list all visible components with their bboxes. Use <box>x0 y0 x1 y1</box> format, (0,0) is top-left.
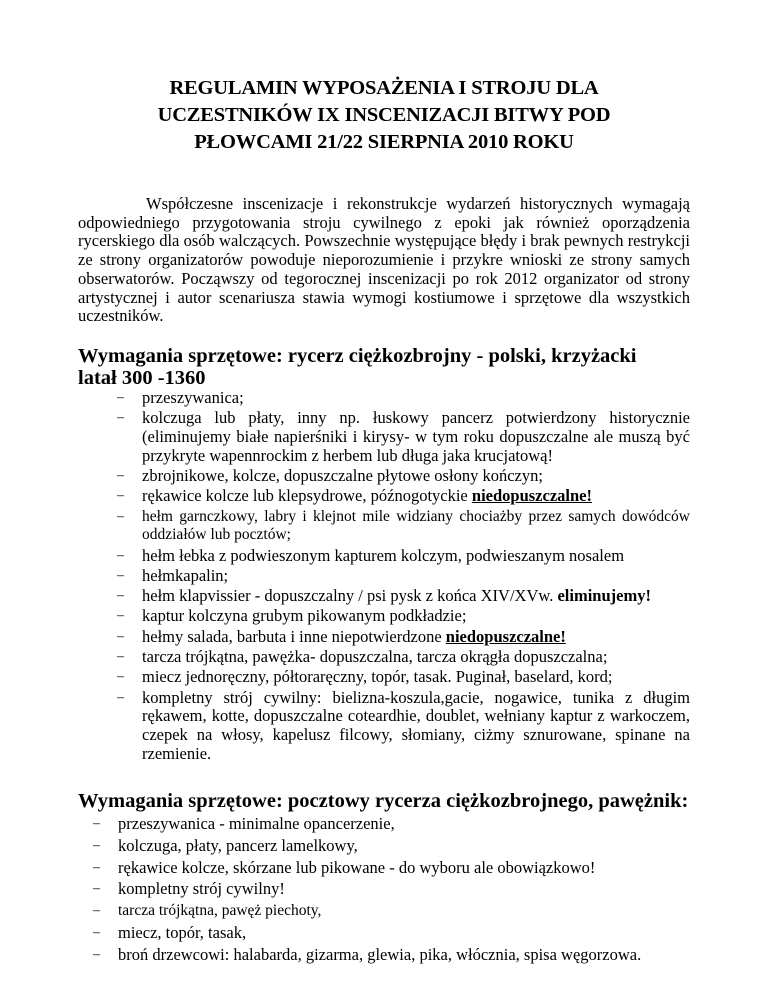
item-text: miecz jednoręczny, półtoraręczny, topór, tasak. Puginał, baselard, kord; <box>142 667 613 687</box>
dash-bullet: – <box>117 689 124 705</box>
list-item <box>117 606 690 626</box>
dash-bullet: – <box>93 924 100 940</box>
list-item <box>117 667 690 687</box>
item-text: hełmkapalin; <box>142 565 229 585</box>
dash-bullet: – <box>117 608 124 624</box>
list-item <box>117 647 690 667</box>
dash-bullet: – <box>117 488 124 504</box>
list-item <box>117 408 690 465</box>
list-item <box>117 486 690 506</box>
dash-bullet: – <box>117 649 124 665</box>
title-line: REGULAMIN WYPOSAŻENIA I STROJU DLA <box>169 77 599 99</box>
list-item <box>93 835 718 857</box>
dash-bullet: – <box>93 816 100 831</box>
list-item <box>117 545 690 566</box>
section2-heading: Wymagania sprzętowe: pocztowy rycerza ciężkozbrojnego, pawężnik: <box>78 790 689 812</box>
item-text: kaptur kolczyna grubym pikowanym podkładzie; <box>142 606 467 626</box>
item-text: kolczuga, płaty, pancerz lamelkowy, <box>118 835 358 855</box>
dash-bullet: – <box>117 468 124 483</box>
item-text: hełmy salada, barbuta i inne niepotwierdzone <box>142 626 446 646</box>
heading-line: latał 300 -1360 <box>78 366 206 389</box>
dash-bullet: – <box>117 390 124 405</box>
item-text: tarcza trójkątna, pawęż piechoty, <box>118 902 322 920</box>
item-text: zbrojnikowe, kolcze, dopuszczalne płytowe osłony kończyn; <box>142 466 543 485</box>
dash-bullet: – <box>117 547 124 563</box>
list-item <box>117 626 690 647</box>
item-text: kompletny strój cywilny! <box>118 879 285 899</box>
dash-bullet: – <box>117 628 124 644</box>
item-text: przeszywanica - minimalne opancerzenie, <box>118 814 395 833</box>
emphasis-text: eliminujemy! <box>557 586 651 606</box>
list-item <box>117 687 690 764</box>
item-text: przeszywanica; <box>142 388 244 407</box>
item-text: rękawice kolcze lub klepsydrowe, późnogotyckie <box>142 486 472 506</box>
list-item <box>93 857 718 879</box>
item-text: kolczuga lub płaty, inny np. łuskowy pancerz potwierdzony historycznie (eliminujemy białe napierśniki i kirysy- w tym roku dopuszczalne ale muszą być przykryte wapennrockim z herbem lub długa jaka krucjatową! <box>142 408 690 465</box>
list-item <box>117 466 690 486</box>
dash-bullet: – <box>93 903 100 919</box>
list-item <box>93 922 718 944</box>
emphasis-text: niedopuszczalne! <box>445 626 566 646</box>
document-title <box>90 75 678 156</box>
emphasis-text: niedopuszczalne! <box>471 486 592 506</box>
item-text: kompletny strój cywilny: bielizna-koszula,gacie, nogawice, tunika z długim rękawem, kotte, dopuszczalne coteardhie, doublet, wełniany kaptur z warkoczem, czepek na włosy, kapelusz filcowy, słomiany, ciżmy sznurowane, spinane na rzemienie. <box>142 687 690 763</box>
item-text: hełm garnczkowy, labry i klejnot mile widziany chociażby przez samych dowódców oddziałów lub pocztów; <box>142 507 690 544</box>
intro-paragraph <box>78 195 690 326</box>
heading-line: Wymagania sprzętowe: rycerz ciężkozbrojny - polski, krzyżacki <box>78 345 637 367</box>
dash-bullet: – <box>93 881 100 897</box>
dash-bullet: – <box>117 588 124 604</box>
list-item <box>93 878 718 900</box>
dash-bullet: – <box>93 859 100 875</box>
list-item <box>117 388 690 408</box>
dash-bullet: – <box>93 837 100 853</box>
item-text: miecz, topór, tasak, <box>118 922 247 942</box>
intro-text: Współczesne inscenizacje i rekonstrukcje wydarzeń historycznych wymagają odpowiedniego przygotowania stroju cywilnego z epoki jak również oporządzenia rycerskiego dla osób walczących. Powszechnie występujące błędy i brak pewnych restrykcji ze strony organizatorów powoduje nieporozumienie i przykre wnioski ze strony samych obserwatorów. Począwszy od tegorocznej inscenizacji po rok 2012 organizator od strony artystycznej i autor scenariusza stawia wymogi kostiumowe i sprzętowe dla wszystkich uczestników. <box>78 194 690 326</box>
section2-list <box>93 813 718 966</box>
dash-bullet: – <box>117 508 124 524</box>
section1-list <box>117 388 690 765</box>
list-item <box>117 565 690 586</box>
list-item <box>93 900 718 922</box>
list-item <box>93 813 718 835</box>
list-item <box>117 586 690 606</box>
item-text: tarcza trójkątna, pawężka- dopuszczalna, tarcza okrągła dopuszczalna; <box>142 647 608 667</box>
dash-bullet: – <box>117 669 124 685</box>
dash-bullet: – <box>117 567 124 583</box>
section1-heading <box>78 346 698 389</box>
item-text: hełm klapvissier - dopuszczalny / psi pysk z końca XIV/XVw. <box>142 586 558 606</box>
list-item <box>93 944 718 966</box>
title-line: PŁOWCAMI 21/22 SIERPNIA 2010 ROKU <box>194 131 574 153</box>
item-text: broń drzewcowi: halabarda, gizarma, glewia, pika, włócznia, spisa węgorzowa. <box>118 944 642 964</box>
dash-bullet: – <box>93 946 100 962</box>
item-text: hełm łebka z podwieszonym kapturem kolczym, podwieszanym nosalem <box>142 545 625 565</box>
dash-bullet: – <box>117 410 124 426</box>
title-line: UCZESTNIKÓW IX INSCENIZACJI BITWY POD <box>157 104 611 126</box>
list-item <box>117 507 690 545</box>
item-text: rękawice kolcze, skórzane lub pikowane - do wyboru ale obowiązkowo! <box>118 857 596 877</box>
